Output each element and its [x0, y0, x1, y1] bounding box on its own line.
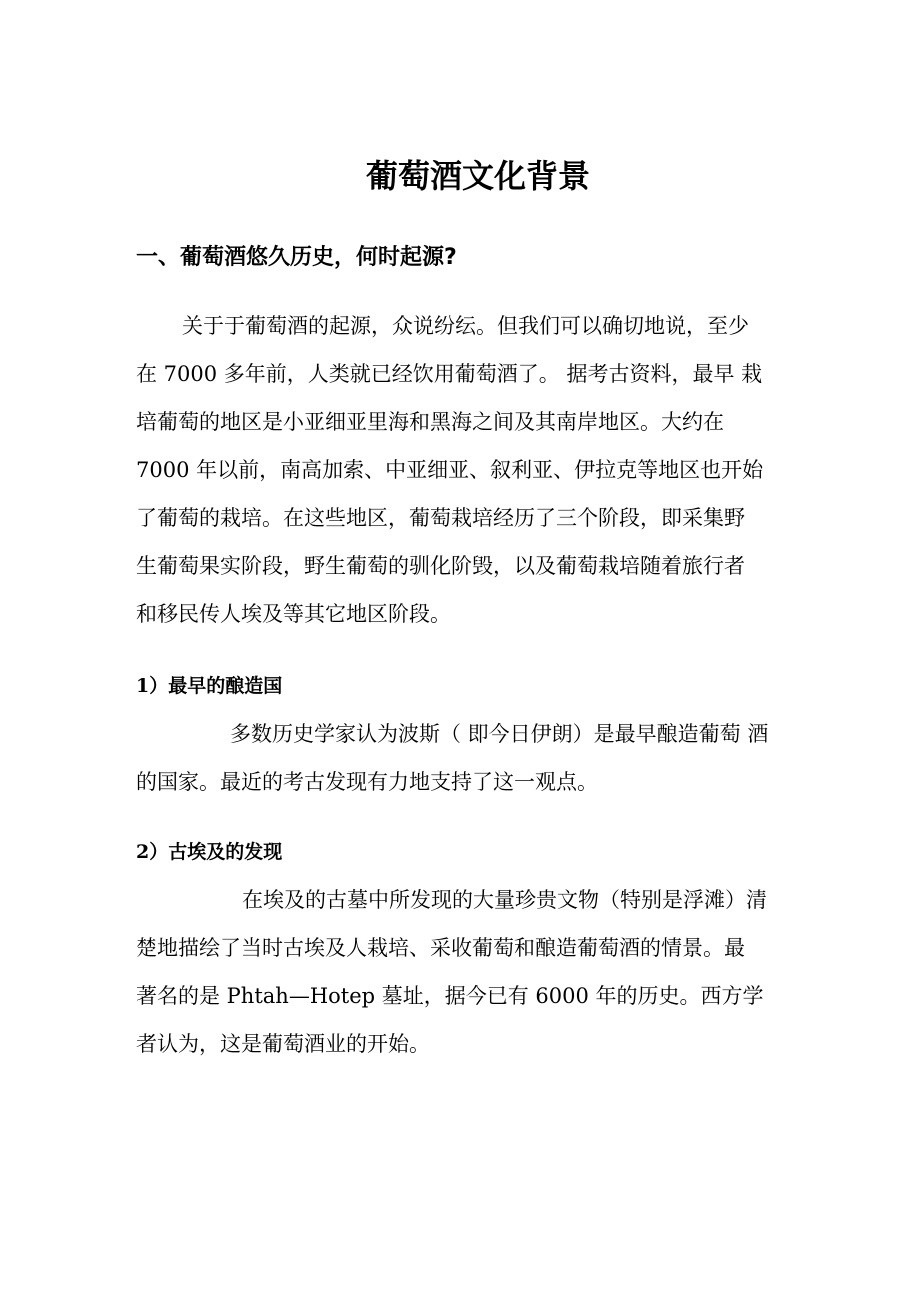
subsection-heading-egypt: 2）古埃及的发现 — [136, 841, 283, 863]
paragraph-egypt — [136, 876, 826, 1068]
paragraph-line: 7000 年以前，南高加索、中亚细亚、叙利亚、伊拉克等地区也开始 — [136, 458, 764, 482]
paragraph-line: 了葡萄的栽培。在这些地区，葡萄栽培经历了三个阶段，即采集野 — [136, 506, 745, 530]
paragraph-line: 者认为，这是葡萄酒业的开始。 — [136, 1032, 430, 1056]
paragraph-line: 培葡萄的地区是小亚细亚里海和黑海之间及其南岸地区。大约在 — [136, 410, 724, 434]
section-heading-history: 一、葡萄酒悠久历史，何时起源? — [136, 245, 457, 270]
paragraph-line: 关于于葡萄酒的起源，众说纷纭。但我们可以确切地说，至少 — [182, 314, 749, 338]
paragraph-line: 多数历史学家认为波斯（ 即今日伊朗）是最早酿造葡萄 酒 — [230, 722, 769, 746]
paragraph-line: 和移民传人埃及等其它地区阶段。 — [136, 602, 451, 626]
subsection-heading-earliest-country: 1）最早的酿造国 — [136, 675, 283, 697]
paragraph-line: 楚地描绘了当时古埃及人栽培、采收葡萄和酿造葡萄酒的情景。最 — [136, 936, 745, 960]
document-title: 葡萄酒文化背景 — [365, 157, 590, 195]
paragraph-persia — [136, 710, 826, 806]
paragraph-line: 生葡萄果实阶段，野生葡萄的驯化阶毁，以及葡萄栽培随着旅行者 — [136, 554, 745, 578]
paragraph-origin — [136, 302, 826, 638]
paragraph-line: 在 7000 多年前，人类就已经饮用葡萄酒了。 据考古资料，最早 栽 — [136, 362, 763, 386]
paragraph-line: 著名的是 Phtah—Hotep 墓址，据今已有 6000 年的历史。西方学 — [136, 984, 764, 1008]
paragraph-line: 在埃及的古墓中所发现的大量珍贵文物（特别是浮滩）清 — [242, 888, 767, 912]
paragraph-line: 的国家。最近的考古发现有力地支持了这一观点。 — [136, 770, 598, 794]
